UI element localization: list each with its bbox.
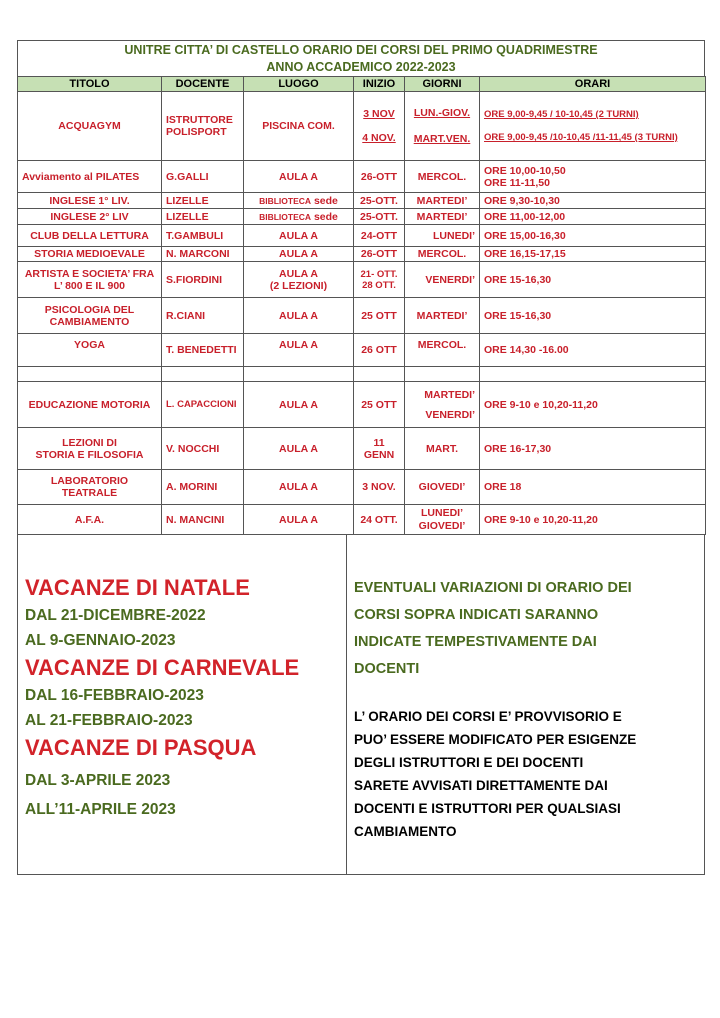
course-days: MERCOL. xyxy=(405,161,480,193)
course-place: AULA A xyxy=(244,298,354,334)
days-value: VENERDI’ xyxy=(425,408,475,421)
empty-cell xyxy=(405,367,480,382)
note-line: CAMBIAMENTO xyxy=(354,824,457,839)
start-date: 28 OTT. xyxy=(362,279,396,291)
table-row xyxy=(18,225,706,247)
empty-cell xyxy=(162,367,244,382)
course-teacher: T. BENEDETTI xyxy=(162,334,244,367)
table-row xyxy=(18,505,706,535)
holiday-title: VACANZE DI PASQUA xyxy=(25,735,257,760)
info-panel xyxy=(17,535,705,875)
place-line: (2 LEZIONI) xyxy=(269,279,328,292)
course-hours xyxy=(480,92,706,161)
course-days xyxy=(405,92,480,161)
course-title: INGLESE 2° LIV xyxy=(18,209,162,225)
hours-value: ORE 9,00-9,45 /10-10,45 /11-11,45 (3 TURNI) xyxy=(484,132,678,143)
course-hours: ORE 9,30-10,30 xyxy=(480,193,706,209)
column-header: INIZIO xyxy=(354,77,405,92)
start-date: 3 NOV xyxy=(363,108,395,120)
course-hours: ORE 11,00-12,00 xyxy=(480,209,706,225)
table-row xyxy=(18,209,706,225)
course-hours: ORE 15-16,30 xyxy=(480,262,706,298)
note-line: INDICATE TEMPESTIVAMENTE DAI xyxy=(354,634,597,650)
table-row xyxy=(18,428,706,470)
course-hours: ORE 18 xyxy=(480,470,706,505)
course-start: 24 OTT. xyxy=(354,505,405,535)
holiday-to: ALL’11-APRILE 2023 xyxy=(25,801,176,818)
place-main: BIBLIOTECA xyxy=(259,211,312,222)
course-start: 25 OTT xyxy=(354,298,405,334)
table-row xyxy=(18,193,706,209)
course-title: STORIA MEDIOEVALE xyxy=(18,247,162,262)
course-days: LUNEDI’ xyxy=(405,225,480,247)
days-value: LUN.-GIOV. xyxy=(413,107,471,119)
course-hours: ORE 15-16,30 xyxy=(480,298,706,334)
course-teacher: LIZELLE xyxy=(162,193,244,209)
course-hours xyxy=(480,161,706,193)
course-title: CLUB DELLA LETTURA xyxy=(18,225,162,247)
course-title: PSICOLOGIA DEL CAMBIAMENTO xyxy=(18,298,162,334)
course-title: ACQUAGYM xyxy=(18,92,162,161)
note-line: EVENTUALI VARIAZIONI DI ORARIO DEI xyxy=(354,580,632,596)
course-title: A.F.A. xyxy=(18,505,162,535)
note-line: L’ ORARIO DEI CORSI E’ PROVVISORIO E xyxy=(354,709,622,724)
course-place xyxy=(244,262,354,298)
course-hours: ORE 14,30 -16.00 xyxy=(480,334,706,367)
holidays-section xyxy=(18,535,347,874)
course-days: MARTEDI’ xyxy=(405,298,480,334)
course-hours: ORE 9-10 e 10,20-11,20 xyxy=(480,505,706,535)
course-days: MERCOL. xyxy=(405,334,480,367)
provisional-note xyxy=(354,705,696,843)
course-teacher: ISTRUTTORE POLISPORT xyxy=(162,92,244,161)
course-days xyxy=(405,382,480,428)
header-title: UNITRE CITTA’ DI CASTELLO ORARIO DEI CORSI DEL PRIMO QUADRIMESTRE xyxy=(124,43,598,57)
start-date: 11 xyxy=(373,436,385,449)
note-line: DOCENTI xyxy=(354,661,420,677)
variation-note xyxy=(354,575,696,683)
course-start: 26-OTT xyxy=(354,161,405,193)
holiday-to: AL 9-GENNAIO-2023 xyxy=(25,632,176,649)
holiday-title: VACANZE DI CARNEVALE xyxy=(25,655,300,680)
course-hours: ORE 9-10 e 10,20-11,20 xyxy=(480,382,706,428)
course-days: MARTEDI’ xyxy=(405,193,480,209)
course-title: YOGA xyxy=(18,334,162,367)
course-place: PISCINA COM. xyxy=(244,92,354,161)
header-academic-year: ANNO ACCADEMICO 2022-2023 xyxy=(266,60,456,74)
course-teacher: R.CIANI xyxy=(162,298,244,334)
column-header: TITOLO xyxy=(18,77,162,92)
course-days xyxy=(405,505,480,535)
course-days: VENERDI’ xyxy=(405,262,480,298)
course-start: 25-OTT. xyxy=(354,193,405,209)
column-header: ORARI xyxy=(480,77,706,92)
course-days: MERCOL. xyxy=(405,247,480,262)
course-place xyxy=(244,193,354,209)
course-teacher: S.FIORDINI xyxy=(162,262,244,298)
course-place: AULA A xyxy=(244,505,354,535)
days-value: MARTEDI’ xyxy=(424,388,475,401)
holiday-from: DAL 16-FEBBRAIO-2023 xyxy=(25,687,204,704)
course-teacher: V. NOCCHI xyxy=(162,428,244,470)
column-header: GIORNI xyxy=(405,77,480,92)
course-teacher: L. CAPACCIONI xyxy=(162,382,244,428)
start-date: 4 NOV. xyxy=(362,132,396,144)
schedule-sheet xyxy=(17,40,705,875)
holiday-from: DAL 3-APRILE 2023 xyxy=(25,772,171,789)
note-line: SARETE AVVISATI DIRETTAMENTE DAI xyxy=(354,778,608,793)
course-teacher: N. MARCONI xyxy=(162,247,244,262)
course-days: GIOVEDI’ xyxy=(405,470,480,505)
course-teacher: T.GAMBULI xyxy=(162,225,244,247)
course-title xyxy=(18,428,162,470)
table-header-row xyxy=(18,77,706,92)
title-line: LEZIONI DI xyxy=(62,436,117,449)
table-row xyxy=(18,298,706,334)
table-row xyxy=(18,92,706,161)
course-place: AULA A xyxy=(244,382,354,428)
course-start: 26 OTT xyxy=(354,334,405,367)
hours-value: ORE 11-11,50 xyxy=(484,176,550,189)
empty-row xyxy=(18,367,706,382)
title-line: L’ 800 E IL 900 xyxy=(53,279,126,292)
table-row xyxy=(18,334,706,367)
table-row xyxy=(18,262,706,298)
course-hours: ORE 16-17,30 xyxy=(480,428,706,470)
days-value: GIOVEDI’ xyxy=(418,519,466,532)
course-days: MART. xyxy=(405,428,480,470)
course-place: AULA A xyxy=(244,161,354,193)
course-place: AULA A xyxy=(244,334,354,367)
notes-section xyxy=(347,535,704,874)
hours-value: ORE 10,00-10,50 xyxy=(484,164,566,177)
course-place: AULA A xyxy=(244,470,354,505)
table-row xyxy=(18,161,706,193)
course-place: AULA A xyxy=(244,428,354,470)
note-line: CORSI SOPRA INDICATI SARANNO xyxy=(354,607,599,623)
course-title: Avviamento al PILATES xyxy=(18,161,162,193)
course-place xyxy=(244,209,354,225)
course-hours: ORE 16,15-17,15 xyxy=(480,247,706,262)
hours-value: ORE 9,00-9,45 / 10-10,45 (2 TURNI) xyxy=(484,109,639,120)
empty-cell xyxy=(354,367,405,382)
title-line: ARTISTA E SOCIETA’ FRA xyxy=(24,267,155,280)
course-start: 25-OTT. xyxy=(354,209,405,225)
course-start xyxy=(354,428,405,470)
place-suffix: sede xyxy=(311,210,338,223)
course-teacher: G.GALLI xyxy=(162,161,244,193)
note-line: PUO’ ESSERE MODIFICATO PER ESIGENZE xyxy=(354,732,637,747)
days-value: MART.VEN. xyxy=(413,133,471,145)
column-header: LUOGO xyxy=(244,77,354,92)
column-header: DOCENTE xyxy=(162,77,244,92)
course-start xyxy=(354,262,405,298)
start-date: 21- OTT. xyxy=(360,268,398,280)
table-row xyxy=(18,247,706,262)
table-row xyxy=(18,470,706,505)
course-start: 3 NOV. xyxy=(354,470,405,505)
start-date: GENN xyxy=(363,448,395,461)
course-place: AULA A xyxy=(244,247,354,262)
empty-cell xyxy=(244,367,354,382)
course-table xyxy=(17,76,706,535)
course-title: INGLESE 1° LIV. xyxy=(18,193,162,209)
table-row xyxy=(18,382,706,428)
course-teacher: A. MORINI xyxy=(162,470,244,505)
course-start xyxy=(354,92,405,161)
holiday-from: DAL 21-DICEMBRE-2022 xyxy=(25,607,206,624)
place-suffix: sede xyxy=(311,194,338,207)
course-teacher: N. MANCINI xyxy=(162,505,244,535)
course-hours: ORE 15,00-16,30 xyxy=(480,225,706,247)
course-teacher: LIZELLE xyxy=(162,209,244,225)
place-main: BIBLIOTECA xyxy=(259,195,312,206)
place-line: AULA A xyxy=(279,267,318,280)
course-start: 26-OTT xyxy=(354,247,405,262)
empty-cell xyxy=(480,367,706,382)
note-line: DOCENTI E ISTRUTTORI PER QUALSIASI xyxy=(354,801,621,816)
course-start: 25 OTT xyxy=(354,382,405,428)
days-value: LUNEDI’ xyxy=(421,506,463,519)
course-title: LABORATORIO TEATRALE xyxy=(18,470,162,505)
schedule-header xyxy=(17,40,705,76)
course-title: EDUCAZIONE MOTORIA xyxy=(18,382,162,428)
course-title xyxy=(18,262,162,298)
note-line: DEGLI ISTRUTTORI E DEI DOCENTI xyxy=(354,755,584,770)
holiday-to: AL 21-FEBBRAIO-2023 xyxy=(25,712,193,729)
course-start: 24-OTT xyxy=(354,225,405,247)
empty-cell xyxy=(18,367,162,382)
course-days: MARTEDI’ xyxy=(405,209,480,225)
course-place: AULA A xyxy=(244,225,354,247)
title-line: STORIA E FILOSOFIA xyxy=(35,448,144,461)
holiday-title: VACANZE DI NATALE xyxy=(25,575,250,600)
